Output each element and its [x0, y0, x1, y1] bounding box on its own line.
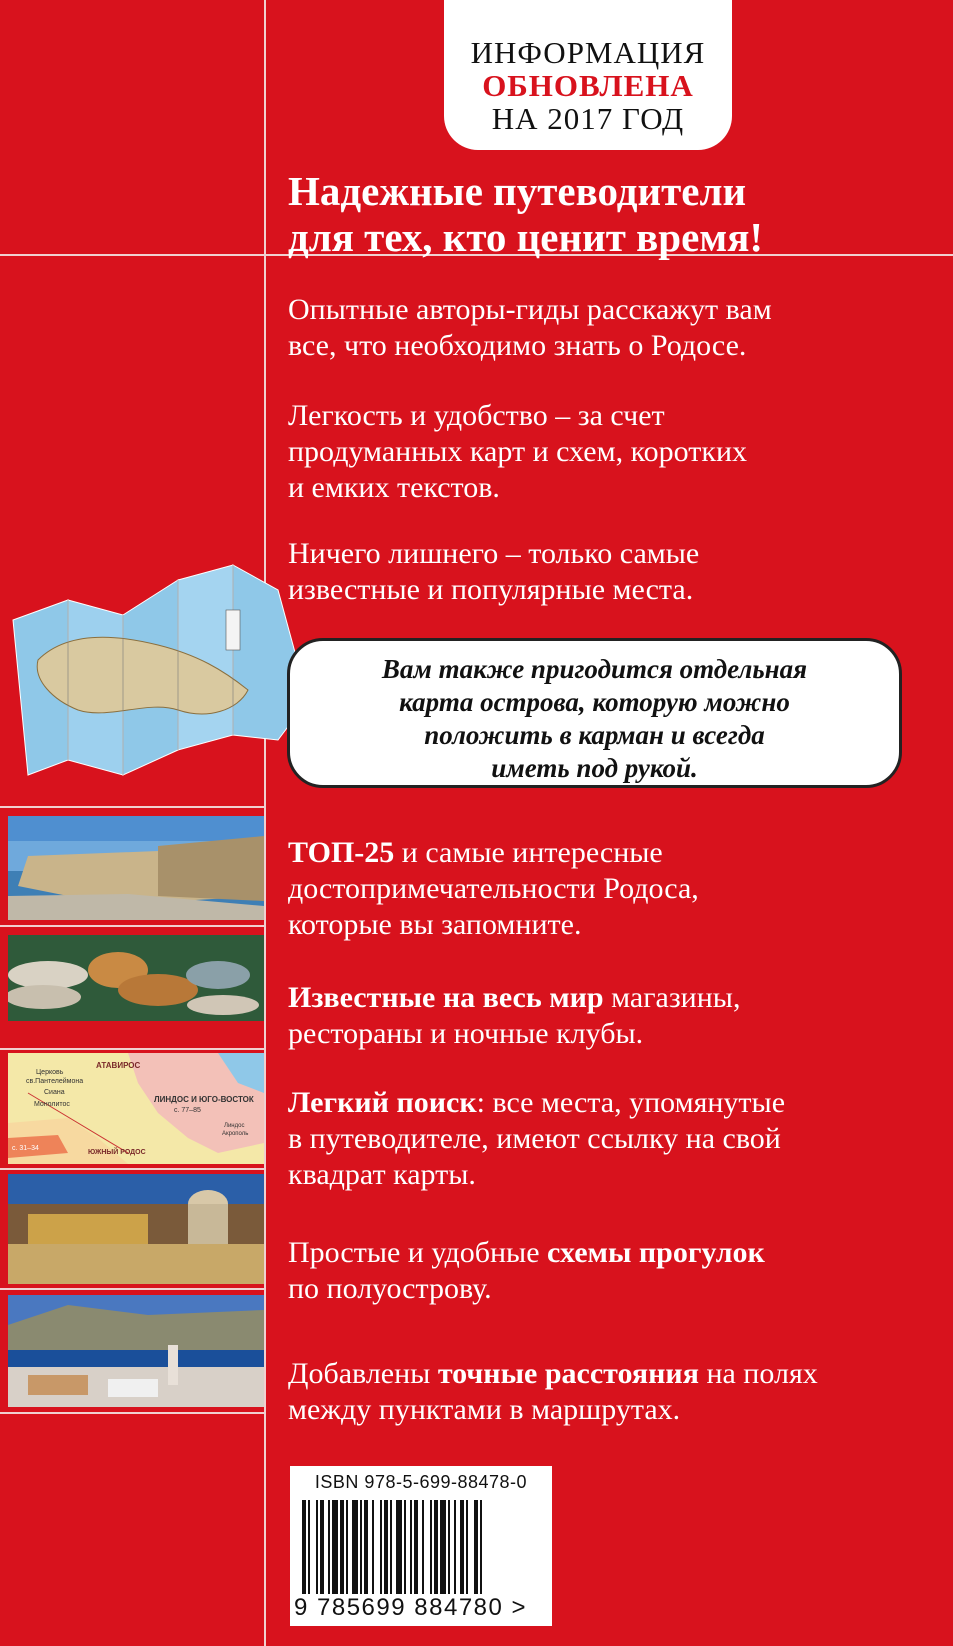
- paragraph-essentials: [288, 536, 938, 608]
- seafood-photo: [8, 935, 264, 1021]
- barcode-bar: [396, 1500, 402, 1594]
- paragraph-authors: [288, 292, 938, 364]
- feature-text: : все места, упомянутые: [476, 1086, 786, 1119]
- headline: [288, 168, 928, 260]
- barcode-bar: [384, 1500, 388, 1594]
- map-label: Монолитос: [34, 1101, 70, 1108]
- paragraph-line: все, что необходимо знать о Родосе.: [288, 329, 747, 362]
- feature-bold: ТОП-25: [288, 836, 395, 869]
- map-label: Линдос: [224, 1123, 245, 1129]
- old-town-photo: [8, 1174, 264, 1284]
- feature-text: Добавлены: [288, 1357, 438, 1390]
- vertical-divider: [264, 0, 266, 1646]
- map-label: с. 77–85: [174, 1107, 201, 1114]
- paragraph-line: известные и популярные места.: [288, 573, 694, 606]
- barcode-bar: [440, 1500, 446, 1594]
- headline-line-1: Надежные путеводители: [288, 168, 747, 214]
- paragraph-line: Ничего лишнего – только самые: [288, 537, 700, 570]
- isbn-label: ISBN 978-5-699-88478-0: [314, 1472, 528, 1492]
- barcode-bar: [422, 1500, 424, 1594]
- map-label: ЛИНДОС И ЮГО-ВОСТОК: [154, 1095, 254, 1104]
- feature-text: магазины,: [603, 981, 741, 1014]
- barcode-bar: [404, 1500, 406, 1594]
- feature-line: в путеводителе, имеют ссылку на свой: [288, 1122, 781, 1155]
- feature-text: на полях: [698, 1357, 818, 1390]
- callout-line: Вам также пригодится отдельная: [381, 654, 808, 684]
- feature-line: достопримечательности Родоса,: [288, 872, 699, 905]
- badge-line-2: ОБНОВЛЕНА: [482, 68, 694, 103]
- badge-line-1: ИНФОРМАЦИЯ: [470, 35, 706, 70]
- barcode-bars: [302, 1500, 538, 1594]
- paragraph-ease: [288, 398, 938, 506]
- feature-bold: Легкий поиск: [288, 1086, 477, 1119]
- map-label: св.Пантелеймона: [26, 1078, 84, 1085]
- paragraph-line: продуманных карт и схем, коротких: [288, 435, 747, 468]
- feature-bold: Известные на весь мир: [288, 981, 604, 1014]
- map-label: АТАВИРОС: [96, 1061, 141, 1070]
- divider-3: [0, 1048, 264, 1050]
- barcode-bar: [460, 1500, 464, 1594]
- barcode-bar: [380, 1500, 382, 1594]
- feature-line: по полуострову.: [288, 1272, 492, 1305]
- fortress-photo: [8, 816, 264, 920]
- barcode-bar: [316, 1500, 318, 1594]
- barcode-bar: [454, 1500, 456, 1594]
- divider-5: [0, 1288, 264, 1290]
- barcode-bar: [320, 1500, 324, 1594]
- barcode-bar: [352, 1500, 358, 1594]
- callout-line: положить в карман и всегда: [424, 720, 765, 750]
- badge-line-3: НА 2017 ГОД: [491, 101, 685, 136]
- map-label: Сиана: [44, 1089, 65, 1096]
- feature-distances: [288, 1356, 938, 1428]
- paragraph-line: Опытные авторы-гиды расскажут вам: [288, 293, 772, 326]
- feature-walks: [288, 1235, 938, 1307]
- barcode-bar: [340, 1500, 344, 1594]
- barcode-bar: [308, 1500, 310, 1594]
- barcode-bar: [466, 1500, 468, 1594]
- barcode-bar: [448, 1500, 450, 1594]
- barcode-bar: [480, 1500, 482, 1594]
- divider-2: [0, 925, 264, 927]
- divider-6: [0, 1412, 264, 1414]
- paragraph-line: Легкость и удобство – за счет: [288, 399, 665, 432]
- barcode-bar: [430, 1500, 432, 1594]
- isbn-number: 9 785699 884780 >: [294, 1594, 528, 1621]
- headline-line-2: для тех, кто ценит время!: [288, 214, 764, 260]
- feature-top25: [288, 835, 938, 943]
- updated-badge: [444, 0, 732, 150]
- barcode-bar: [410, 1500, 412, 1594]
- feature-text: и самые интересные: [394, 836, 663, 869]
- barcode-bar: [364, 1500, 368, 1594]
- folded-map-image: [8, 560, 323, 810]
- barcode-bar: [360, 1500, 362, 1594]
- map-label: Церковь: [36, 1069, 64, 1076]
- feature-line: которые вы запомните.: [288, 908, 582, 941]
- map-label: с. 31–34: [12, 1145, 39, 1152]
- map-label: Акрополь: [222, 1131, 249, 1137]
- feature-bold: схемы прогулок: [547, 1236, 765, 1269]
- paragraph-line: и емких текстов.: [288, 471, 500, 504]
- feature-line: между пунктами в маршрутах.: [288, 1393, 681, 1426]
- feature-bold: точные расстояния: [437, 1357, 699, 1390]
- barcode-bar: [434, 1500, 438, 1594]
- region-map-image: [8, 1053, 264, 1164]
- feature-line: квадрат карты.: [288, 1158, 476, 1191]
- callout-line: карта острова, которую можно: [399, 687, 790, 717]
- barcode-bar: [372, 1500, 374, 1594]
- barcode-bar: [474, 1500, 478, 1594]
- barcode-bar: [414, 1500, 418, 1594]
- barcode-bar: [332, 1500, 338, 1594]
- divider-4: [0, 1168, 264, 1170]
- map-label: ЮЖНЫЙ РОДОС: [88, 1149, 146, 1156]
- feature-shops: [288, 980, 938, 1052]
- barcode-bar: [346, 1500, 348, 1594]
- pocket-map-callout: [287, 638, 902, 788]
- barcode-bar: [328, 1500, 330, 1594]
- isbn-barcode: [290, 1466, 552, 1626]
- feature-search: [288, 1085, 938, 1193]
- harbour-photo: [8, 1295, 264, 1407]
- barcode-bar: [390, 1500, 392, 1594]
- feature-line: рестораны и ночные клубы.: [288, 1017, 644, 1050]
- feature-text: Простые и удобные: [288, 1236, 548, 1269]
- barcode-bar: [302, 1500, 306, 1594]
- callout-line: иметь под рукой.: [491, 753, 698, 783]
